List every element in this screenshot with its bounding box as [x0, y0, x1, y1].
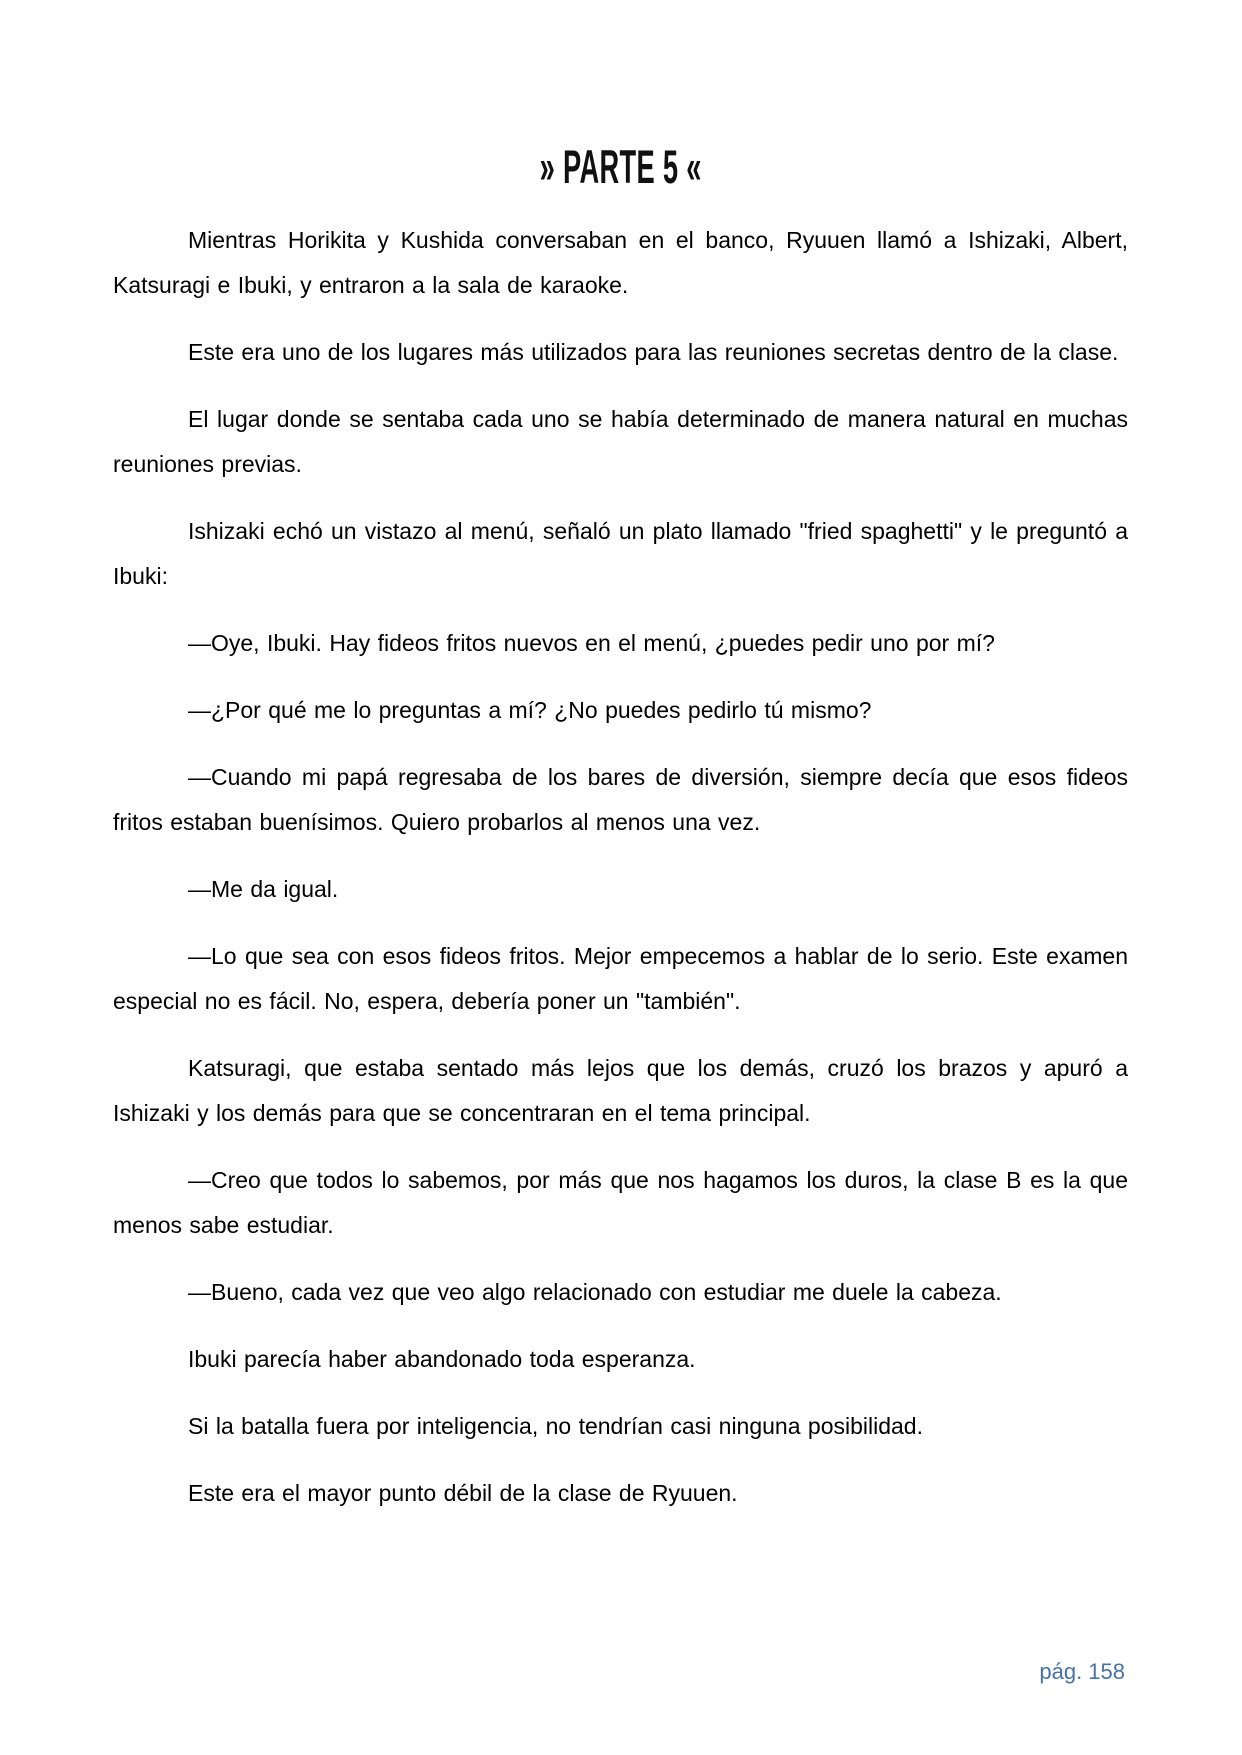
- paragraph: —Lo que sea con esos fideos fritos. Mejor empecemos a hablar de lo serio. Este examen especial no es fácil. No, espera, debería poner un "también".: [113, 943, 1128, 1014]
- page-title-text: » PARTE 5 «: [539, 141, 703, 194]
- paragraph: Ibuki parecía haber abandonado toda esperanza.: [188, 1346, 696, 1372]
- paragraph: —Bueno, cada vez que veo algo relacionado con estudiar me duele la cabeza.: [188, 1279, 1002, 1305]
- document-body: [0, 218, 1242, 1516]
- paragraph: Si la batalla fuera por inteligencia, no tendrían casi ninguna posibilidad.: [188, 1413, 923, 1439]
- paragraph: Ishizaki echó un vistazo al menú, señaló un plato llamado "fried spaghetti" y le preguntó a Ibuki:: [113, 518, 1128, 589]
- page-footer: [1039, 1658, 1125, 1686]
- paragraph: —Cuando mi papá regresaba de los bares de diversión, siempre decía que esos fideos fritos estaban buenísimos. Quiero probarlos al menos una vez.: [113, 764, 1128, 835]
- paragraph: —Oye, Ibuki. Hay fideos fritos nuevos en el menú, ¿puedes pedir uno por mí?: [188, 630, 995, 656]
- paragraph: —¿Por qué me lo preguntas a mí? ¿No puedes pedirlo tú mismo?: [188, 697, 872, 723]
- paragraph: Este era uno de los lugares más utilizados para las reuniones secretas dentro de la clase.: [188, 339, 1119, 365]
- paragraph: Katsuragi, que estaba sentado más lejos que los demás, cruzó los brazos y apuró a Ishizaki y los demás para que se concentraran en el tema principal.: [113, 1055, 1128, 1126]
- paragraph: Este era el mayor punto débil de la clase de Ryuuen.: [188, 1480, 738, 1506]
- paragraph: El lugar donde se sentaba cada uno se había determinado de manera natural en muchas reuniones previas.: [113, 406, 1128, 477]
- page-number: pág. 158: [1039, 1659, 1125, 1684]
- paragraph: Mientras Horikita y Kushida conversaban en el banco, Ryuuen llamó a Ishizaki, Albert, Katsuragi e Ibuki, y entraron a la sala de karaoke.: [113, 227, 1128, 298]
- paragraph: —Me da igual.: [188, 876, 339, 902]
- paragraph: —Creo que todos lo sabemos, por más que nos hagamos los duros, la clase B es la que menos sabe estudiar.: [113, 1167, 1128, 1238]
- page-title: [0, 141, 1242, 194]
